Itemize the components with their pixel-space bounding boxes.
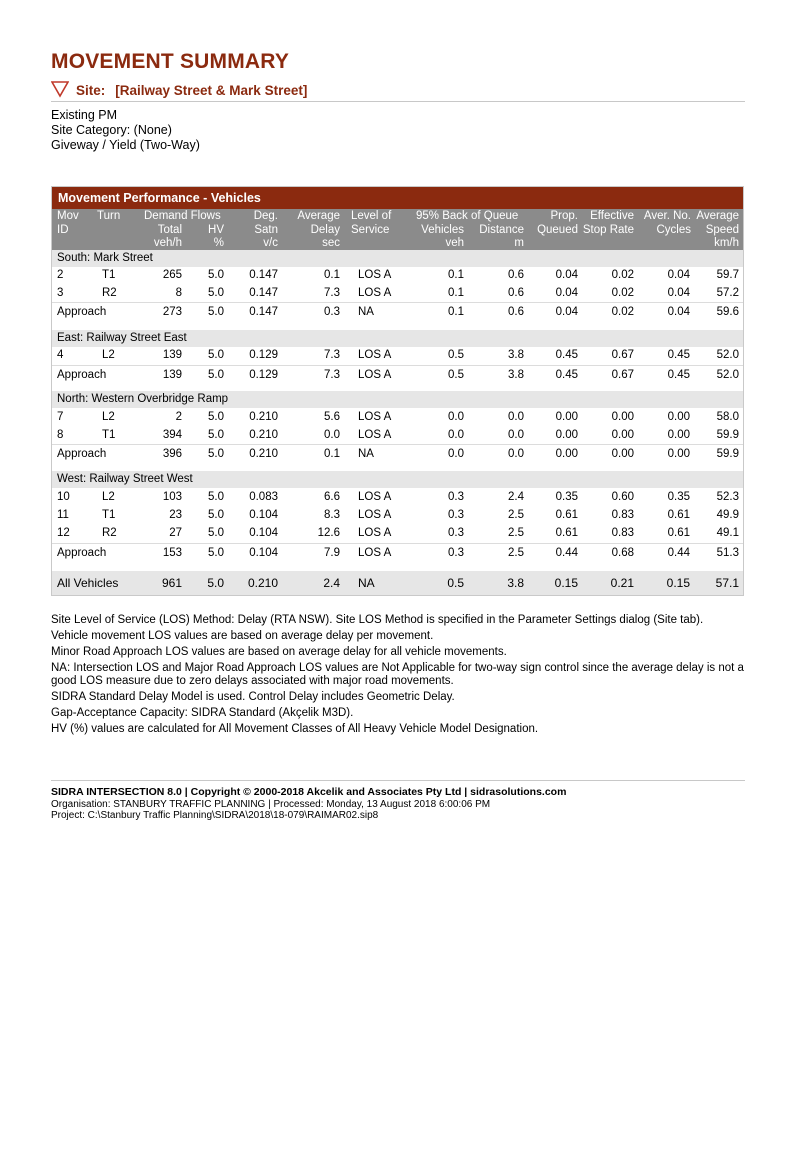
section-header xyxy=(52,471,743,488)
cell-hv: 5.0 xyxy=(208,306,224,318)
cell-mov-id: 12 xyxy=(57,527,70,539)
cell-speed: 49.9 xyxy=(716,509,739,521)
cell-mov-id: 8 xyxy=(57,429,64,441)
header-total: Total veh/h xyxy=(153,223,182,249)
cell-los: LOS A xyxy=(358,349,392,361)
cell-cycles: 0.00 xyxy=(667,429,690,441)
cell-prop-queued: 0.35 xyxy=(555,491,578,503)
cell-deg-satn: 0.147 xyxy=(249,287,278,299)
cell-stop-rate: 0.21 xyxy=(610,576,634,590)
header-turn: Turn xyxy=(97,210,121,222)
cell-hv: 5.0 xyxy=(208,349,224,361)
header-deg-satn: Deg. Satn v/c xyxy=(253,210,278,249)
cell-prop-queued: 0.00 xyxy=(555,429,578,441)
approach-row xyxy=(52,545,743,562)
cell-cycles: 0.04 xyxy=(667,306,690,318)
table-row xyxy=(52,489,743,506)
cell-prop-queued: 0.45 xyxy=(555,369,578,381)
cell-speed: 59.6 xyxy=(716,306,739,318)
approach-label: Approach xyxy=(57,547,107,559)
cell-speed: 52.0 xyxy=(716,349,739,361)
header-back-of-queue: 95% Back of Queue xyxy=(416,210,519,222)
table-row xyxy=(52,507,743,524)
cell-total: 139 xyxy=(162,369,182,381)
cell-stop-rate: 0.02 xyxy=(611,287,634,299)
cell-hv: 5.0 xyxy=(208,287,224,299)
all-vehicles-row xyxy=(52,571,743,595)
cell-deg-satn: 0.129 xyxy=(249,369,278,381)
site-title xyxy=(76,83,307,98)
cell-turn: L2 xyxy=(102,349,115,361)
cell-total: 139 xyxy=(162,349,182,361)
cell-cycles: 0.00 xyxy=(667,448,690,460)
notes xyxy=(51,614,747,739)
cell-speed: 59.9 xyxy=(716,429,739,441)
cell-speed: 59.9 xyxy=(716,448,739,460)
cell-queue-vehicles: 0.3 xyxy=(448,527,464,539)
cell-mov-id: 11 xyxy=(57,509,69,521)
cell-delay: 0.1 xyxy=(324,269,340,281)
cell-stop-rate: 0.83 xyxy=(611,509,634,521)
cell-cycles: 0.04 xyxy=(667,287,690,299)
cell-prop-queued: 0.61 xyxy=(555,527,578,539)
table-row xyxy=(52,285,743,302)
cell-mov-id: 2 xyxy=(57,269,64,281)
cell-hv: 5.0 xyxy=(208,369,224,381)
cell-stop-rate: 0.00 xyxy=(611,429,634,441)
cell-hv: 5.0 xyxy=(208,448,224,460)
cell-los: LOS A xyxy=(358,509,392,521)
cell-total: 961 xyxy=(161,576,182,590)
meta-control: Giveway / Yield (Two-Way) xyxy=(51,138,200,152)
cell-deg-satn: 0.147 xyxy=(249,269,278,281)
note-na: NA: Intersection LOS and Major Road Approach LOS values are Not Applicable for two-way sign control since the average delay is not a good LOS measure due to zero delays associated with major road movements. xyxy=(51,662,744,687)
cell-deg-satn: 0.210 xyxy=(247,576,278,590)
table-title: Movement Performance - Vehicles xyxy=(52,187,743,209)
cell-hv: 5.0 xyxy=(207,576,224,590)
cell-cycles: 0.61 xyxy=(667,527,690,539)
cell-speed: 58.0 xyxy=(716,411,739,423)
cell-deg-satn: 0.210 xyxy=(249,448,278,460)
cell-turn: R2 xyxy=(102,287,117,299)
cell-queue-distance: 0.0 xyxy=(508,429,524,441)
cell-queue-distance: 2.5 xyxy=(508,527,524,539)
cell-total: 273 xyxy=(162,306,182,318)
cell-total: 103 xyxy=(162,491,182,503)
cell-queue-vehicles: 0.5 xyxy=(448,349,464,361)
header-vehicles: Vehicles veh xyxy=(421,223,464,249)
footer-project: Project: C:\Stanbury Traffic Planning\SIDRA\2018\18-079\RAIMAR02.sip8 xyxy=(51,810,379,821)
site-name: [Railway Street & Mark Street] xyxy=(115,83,308,98)
header-effective-stop-rate: Effective Stop Rate xyxy=(582,210,634,236)
cell-los: NA xyxy=(358,576,375,590)
cell-hv: 5.0 xyxy=(208,491,224,503)
section-header xyxy=(52,250,743,267)
meta-scenario: Existing PM xyxy=(51,108,117,122)
cell-speed: 51.3 xyxy=(716,547,739,559)
cell-delay: 7.3 xyxy=(324,349,340,361)
cell-prop-queued: 0.15 xyxy=(554,576,578,590)
cell-turn: T1 xyxy=(102,429,116,441)
cell-mov-id: 10 xyxy=(57,491,70,503)
movement-performance-table xyxy=(51,186,744,596)
section-name: North: Western Overbridge Ramp xyxy=(57,393,229,405)
cell-queue-distance: 0.6 xyxy=(508,306,524,318)
cell-hv: 5.0 xyxy=(208,527,224,539)
cell-total: 396 xyxy=(162,448,182,460)
cell-hv: 5.0 xyxy=(208,547,224,559)
cell-queue-vehicles: 0.1 xyxy=(448,287,464,299)
header-level-of-service: Level of Service xyxy=(351,210,392,236)
note-los-method: Site Level of Service (LOS) Method: Delay (RTA NSW). Site LOS Method is specified in the Parameter Settings dialog (Site tab). xyxy=(51,614,704,626)
cell-delay: 7.3 xyxy=(324,287,340,299)
cell-los: LOS A xyxy=(358,527,392,539)
approach-divider xyxy=(52,543,743,544)
table-row xyxy=(52,347,743,364)
cell-turn: L2 xyxy=(102,411,115,423)
table-row xyxy=(52,409,743,426)
header-aver-no-cycles: Aver. No. Cycles xyxy=(643,210,691,236)
cell-turn: R2 xyxy=(102,527,117,539)
cell-hv: 5.0 xyxy=(208,269,224,281)
header-demand-flows: Demand Flows xyxy=(144,210,221,222)
cell-turn: T1 xyxy=(102,509,116,521)
cell-total: 265 xyxy=(162,269,182,281)
header-hv: HV % xyxy=(208,223,224,249)
cell-stop-rate: 0.67 xyxy=(611,369,634,381)
table-row xyxy=(52,267,743,284)
cell-prop-queued: 0.00 xyxy=(555,411,578,423)
cell-cycles: 0.35 xyxy=(667,491,690,503)
page-title: MOVEMENT SUMMARY xyxy=(51,50,290,73)
cell-speed: 59.7 xyxy=(716,269,739,281)
cell-queue-vehicles: 0.0 xyxy=(448,448,464,460)
cell-mov-id: 7 xyxy=(57,411,64,423)
cell-stop-rate: 0.02 xyxy=(611,269,634,281)
table-header xyxy=(52,209,743,251)
section-name: East: Railway Street East xyxy=(57,332,187,344)
note-minor-road: Minor Road Approach LOS values are based on average delay for all vehicle movements. xyxy=(51,646,507,658)
cell-delay: 0.1 xyxy=(324,448,340,460)
note-hv: HV (%) values are calculated for All Movement Classes of All Heavy Vehicle Model Designation. xyxy=(51,723,539,735)
approach-label: Approach xyxy=(57,369,107,381)
section-header xyxy=(52,391,743,408)
section-header xyxy=(52,330,743,347)
cell-los: LOS A xyxy=(358,547,392,559)
site-meta xyxy=(51,108,200,153)
approach-label: Approach xyxy=(57,306,107,318)
cell-total: 394 xyxy=(162,429,182,441)
cell-cycles: 0.15 xyxy=(666,576,690,590)
cell-speed: 52.0 xyxy=(716,369,739,381)
cell-queue-distance: 0.6 xyxy=(508,287,524,299)
cell-delay: 5.6 xyxy=(324,411,340,423)
header-prop-queued: Prop. Queued xyxy=(537,210,578,236)
cell-prop-queued: 0.00 xyxy=(555,448,578,460)
cell-prop-queued: 0.45 xyxy=(555,349,578,361)
cell-stop-rate: 0.68 xyxy=(611,547,634,559)
cell-queue-vehicles: 0.1 xyxy=(448,306,464,318)
cell-cycles: 0.45 xyxy=(667,349,690,361)
header-distance: Distance m xyxy=(479,223,524,249)
approach-row xyxy=(52,367,743,384)
cell-los: LOS A xyxy=(358,269,392,281)
section-name: South: Mark Street xyxy=(57,252,153,264)
cell-queue-distance: 0.6 xyxy=(508,269,524,281)
cell-queue-distance: 3.8 xyxy=(507,576,524,590)
cell-total: 8 xyxy=(175,287,182,299)
cell-total: 27 xyxy=(169,527,182,539)
cell-queue-distance: 0.0 xyxy=(508,411,524,423)
note-delay-model: SIDRA Standard Delay Model is used. Control Delay includes Geometric Delay. xyxy=(51,691,455,703)
cell-stop-rate: 0.00 xyxy=(611,448,634,460)
cell-queue-vehicles: 0.5 xyxy=(448,369,464,381)
cell-queue-vehicles: 0.3 xyxy=(448,491,464,503)
table-row xyxy=(52,525,743,542)
cell-queue-distance: 0.0 xyxy=(508,448,524,460)
cell-turn: T1 xyxy=(102,269,116,281)
cell-prop-queued: 0.04 xyxy=(555,269,578,281)
approach-divider xyxy=(52,302,743,303)
header-average-speed: Average Speed km/h xyxy=(696,210,739,249)
cell-hv: 5.0 xyxy=(208,429,224,441)
cell-total: 2 xyxy=(175,411,182,423)
header-mov-id: Mov ID xyxy=(57,210,79,236)
cell-speed: 52.3 xyxy=(716,491,739,503)
cell-deg-satn: 0.210 xyxy=(249,429,278,441)
cell-queue-distance: 2.5 xyxy=(508,547,524,559)
cell-queue-vehicles: 0.0 xyxy=(448,429,464,441)
footer xyxy=(51,780,745,822)
yield-sign-icon xyxy=(51,80,69,98)
approach-divider xyxy=(52,444,743,445)
cell-delay: 7.9 xyxy=(324,547,340,559)
site-header xyxy=(51,80,745,102)
cell-deg-satn: 0.210 xyxy=(249,411,278,423)
cell-delay: 0.3 xyxy=(324,306,340,318)
cell-speed: 57.1 xyxy=(715,576,739,590)
cell-queue-vehicles: 0.0 xyxy=(448,411,464,423)
header-average-delay: Average Delay sec xyxy=(297,210,340,249)
cell-total: 153 xyxy=(162,547,182,559)
cell-cycles: 0.04 xyxy=(667,269,690,281)
cell-stop-rate: 0.00 xyxy=(611,411,634,423)
cell-deg-satn: 0.129 xyxy=(249,349,278,361)
cell-los: NA xyxy=(358,448,374,460)
cell-delay: 6.6 xyxy=(324,491,340,503)
cell-prop-queued: 0.61 xyxy=(555,509,578,521)
site-label: Site: xyxy=(76,83,106,98)
cell-stop-rate: 0.83 xyxy=(611,527,634,539)
cell-hv: 5.0 xyxy=(208,509,224,521)
cell-speed: 57.2 xyxy=(716,287,739,299)
cell-los: LOS A xyxy=(358,369,392,381)
cell-los: LOS A xyxy=(358,287,392,299)
cell-queue-vehicles: 0.3 xyxy=(448,509,464,521)
cell-queue-distance: 2.5 xyxy=(508,509,524,521)
table-row xyxy=(52,427,743,444)
cell-delay: 12.6 xyxy=(317,527,340,539)
cell-delay: 7.3 xyxy=(324,369,340,381)
footer-copyright: SIDRA INTERSECTION 8.0 | Copyright © 2000-2018 Akcelik and Associates Pty Ltd | sidrasolutions.com xyxy=(51,786,567,798)
cell-queue-vehicles: 0.5 xyxy=(447,576,464,590)
section-name: West: Railway Street West xyxy=(57,473,193,485)
approach-label: Approach xyxy=(57,448,107,460)
cell-speed: 49.1 xyxy=(716,527,739,539)
cell-los: LOS A xyxy=(358,411,392,423)
cell-queue-distance: 3.8 xyxy=(508,349,524,361)
cell-queue-distance: 3.8 xyxy=(508,369,524,381)
cell-deg-satn: 0.104 xyxy=(249,527,278,539)
cell-mov-id: 4 xyxy=(57,349,64,361)
cell-mov-id: 3 xyxy=(57,287,64,299)
cell-queue-vehicles: 0.1 xyxy=(448,269,464,281)
cell-deg-satn: 0.104 xyxy=(249,547,278,559)
cell-cycles: 0.45 xyxy=(667,369,690,381)
cell-delay: 8.3 xyxy=(324,509,340,521)
cell-total: 23 xyxy=(169,509,182,521)
approach-row xyxy=(52,446,743,463)
cell-deg-satn: 0.147 xyxy=(249,306,278,318)
cell-stop-rate: 0.67 xyxy=(611,349,634,361)
approach-row xyxy=(52,304,743,321)
cell-los: LOS A xyxy=(358,429,392,441)
cell-delay: 0.0 xyxy=(324,429,340,441)
cell-delay: 2.4 xyxy=(323,576,340,590)
note-movement-los: Vehicle movement LOS values are based on average delay per movement. xyxy=(51,630,434,642)
cell-prop-queued: 0.04 xyxy=(555,287,578,299)
cell-prop-queued: 0.04 xyxy=(555,306,578,318)
cell-los: NA xyxy=(358,306,374,318)
cell-deg-satn: 0.083 xyxy=(249,491,278,503)
footer-organisation: Organisation: STANBURY TRAFFIC PLANNING | Processed: Monday, 13 August 2018 6:00:06 PM xyxy=(51,798,491,810)
cell-cycles: 0.00 xyxy=(667,411,690,423)
cell-cycles: 0.44 xyxy=(667,547,690,559)
cell-turn: L2 xyxy=(102,491,115,503)
all-vehicles-label: All Vehicles xyxy=(57,576,119,590)
cell-queue-distance: 2.4 xyxy=(508,491,524,503)
cell-stop-rate: 0.60 xyxy=(611,491,634,503)
note-gap-acceptance: Gap-Acceptance Capacity: SIDRA Standard (Akçelik M3D). xyxy=(51,707,354,719)
cell-queue-vehicles: 0.3 xyxy=(448,547,464,559)
cell-hv: 5.0 xyxy=(208,411,224,423)
cell-deg-satn: 0.104 xyxy=(249,509,278,521)
cell-cycles: 0.61 xyxy=(667,509,690,521)
cell-stop-rate: 0.02 xyxy=(611,306,634,318)
cell-los: LOS A xyxy=(358,491,392,503)
meta-category: Site Category: (None) xyxy=(51,123,172,137)
cell-prop-queued: 0.44 xyxy=(555,547,578,559)
approach-divider xyxy=(52,365,743,366)
